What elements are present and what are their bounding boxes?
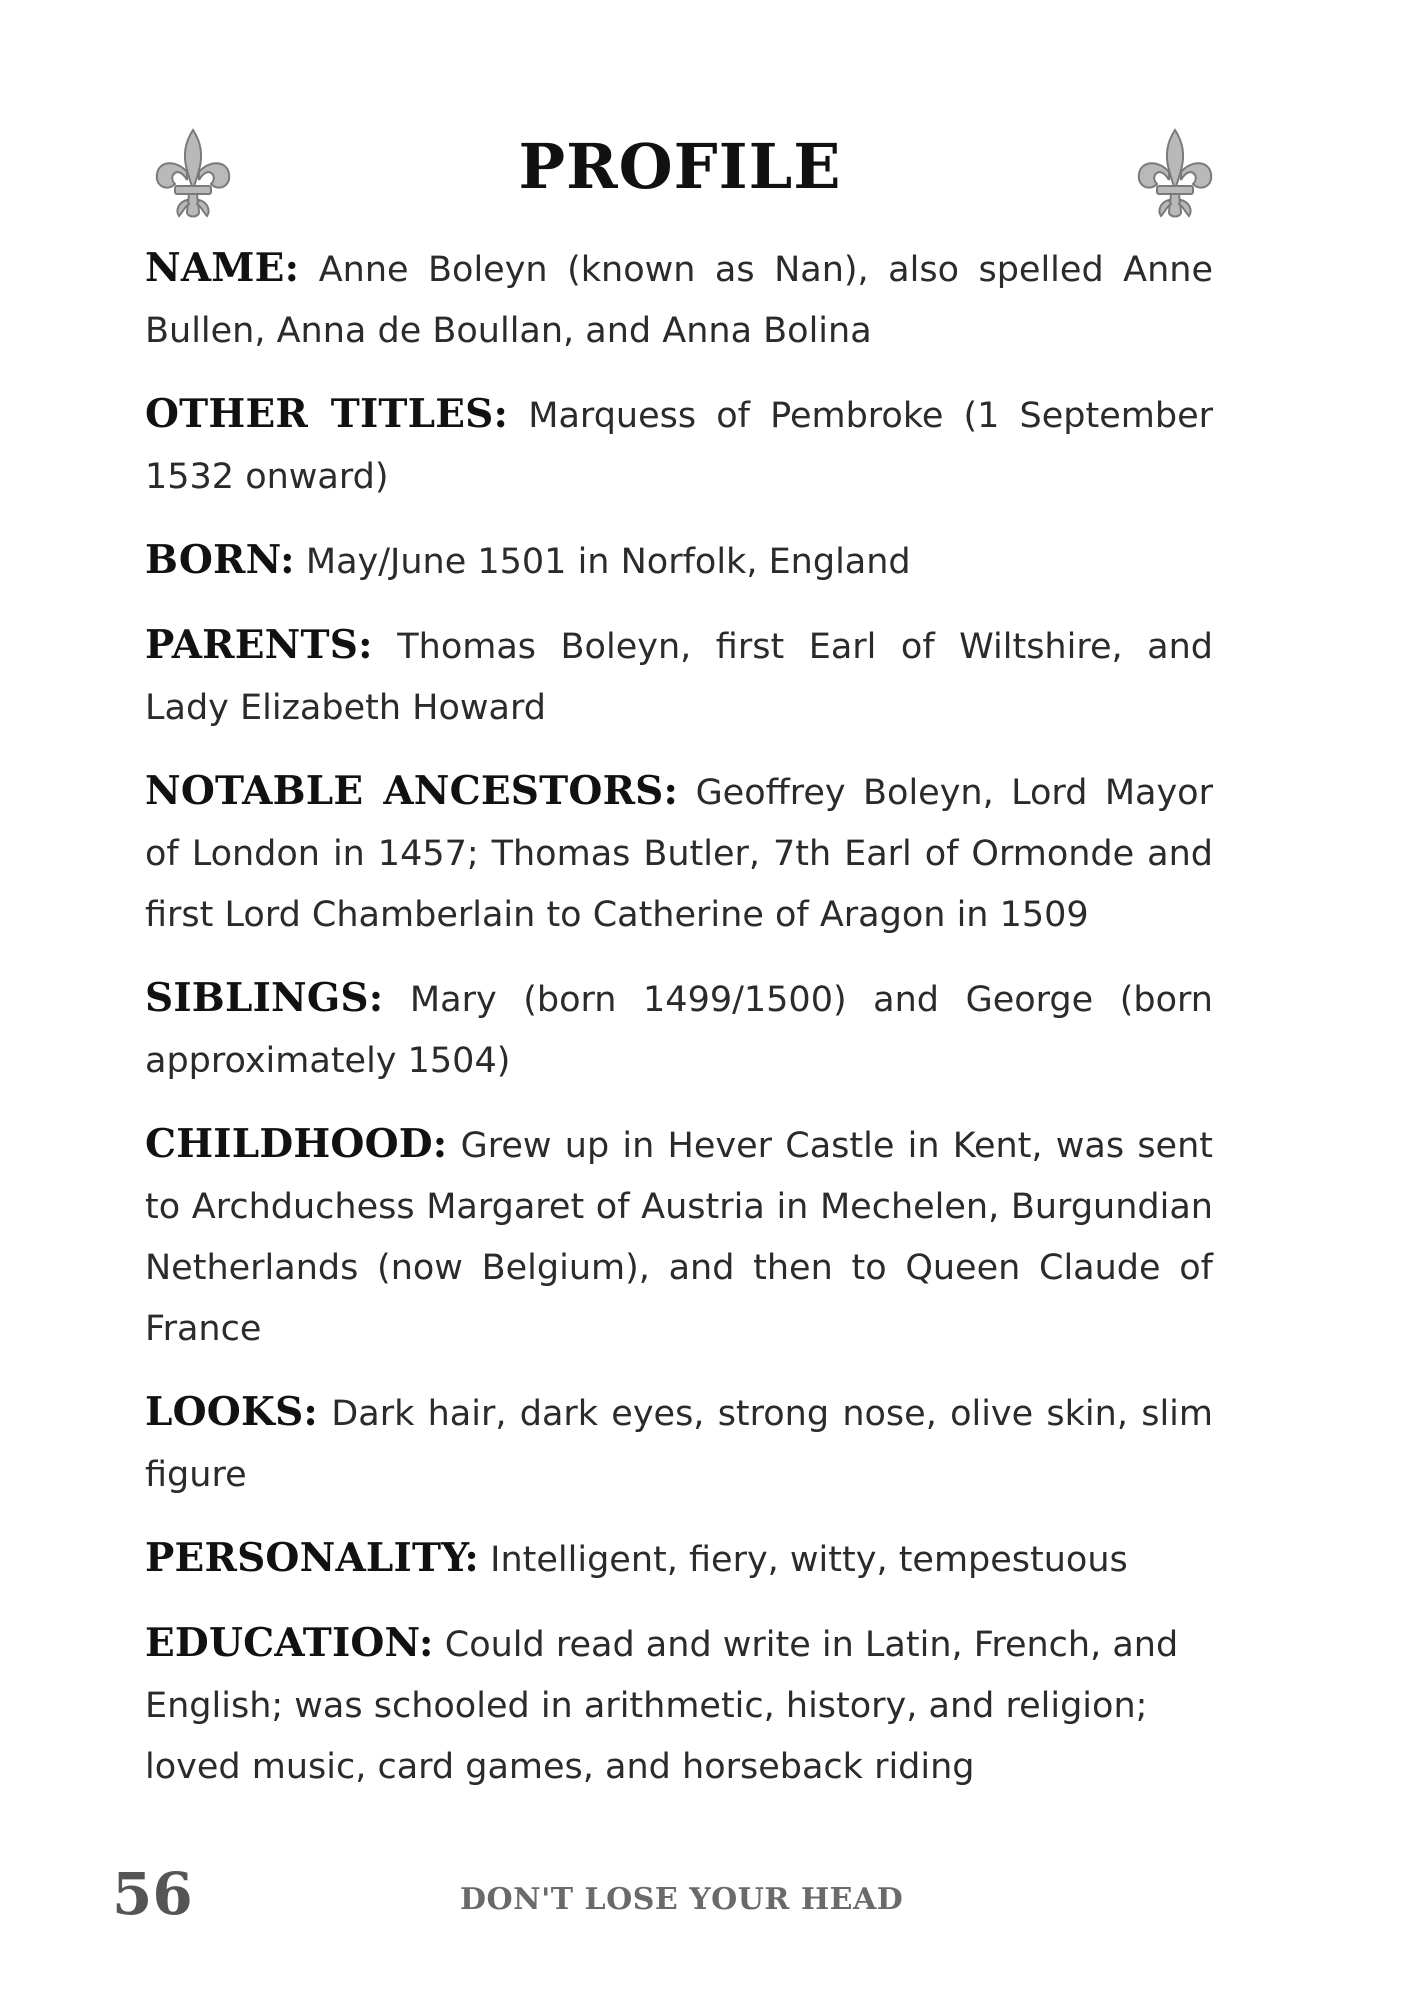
entry-label: NAME:: [145, 245, 300, 291]
entry-text: Could read and write in Latin, French, and English; was schooled in arithmetic, history, and religion; loved music, card games, and horseback riding: [145, 1625, 1179, 1787]
profile-entry-siblings: [145, 968, 1213, 1092]
page-number: 56: [112, 1860, 193, 1928]
profile-entry-childhood: [145, 1114, 1213, 1360]
entry-text: Thomas Boleyn, first Earl of Wiltshire, and Lady Elizabeth Howard: [145, 627, 1213, 728]
entry-text: Geoffrey Boleyn, Lord Mayor of London in 1457; Thomas Butler, 7th Earl of Ormonde and first Lord Chamberlain to Catherine of Aragon in 1509: [145, 773, 1213, 935]
page-footer: [0, 1860, 1428, 1950]
fleur-de-lis-icon: [1131, 126, 1219, 222]
profile-entry-other-titles: [145, 384, 1213, 508]
profile-entry-personality: [145, 1528, 1213, 1591]
entry-text: Anne Boleyn (known as Nan), also spelled Anne Bullen, Anna de Boullan, and Anna Bolina: [145, 250, 1213, 351]
entry-label: BORN:: [145, 537, 295, 583]
entry-label: LOOKS:: [145, 1389, 319, 1435]
entry-label: PARENTS:: [145, 622, 373, 668]
entry-label: SIBLINGS:: [145, 975, 384, 1021]
profile-entry-born: [145, 530, 1213, 593]
profile-entry-parents: [145, 615, 1213, 739]
profile-entry-looks: [145, 1382, 1213, 1506]
entry-text: Grew up in Hever Castle in Kent, was sent to Archduchess Margaret of Austria in Mechelen, Burgundian Netherlands (now Belgium), and then to Queen Claude of France: [145, 1126, 1213, 1349]
profile-entry-education: [145, 1613, 1213, 1798]
entry-label: PERSONALITY:: [145, 1535, 480, 1581]
entry-text: May/June 1501 in Norfolk, England: [305, 542, 911, 582]
entry-label: CHILDHOOD:: [145, 1121, 448, 1167]
entry-label: OTHER TITLES:: [145, 391, 509, 437]
profile-entry-name: [145, 238, 1213, 362]
entry-text: Mary (born 1499/1500) and George (born approximately 1504): [145, 980, 1213, 1081]
profile-entry-notable-ancestors: [145, 761, 1213, 946]
entry-text: Dark hair, dark eyes, strong nose, olive skin, slim figure: [145, 1394, 1213, 1495]
profile-entries: [145, 238, 1213, 1820]
profile-heading: [145, 120, 1215, 230]
entry-text: Intelligent, fiery, witty, tempestuous: [490, 1540, 1128, 1580]
entry-text: Marquess of Pembroke (1 September 1532 onward): [145, 396, 1213, 497]
entry-label: EDUCATION:: [145, 1620, 434, 1666]
entry-label: NOTABLE ANCESTORS:: [145, 768, 679, 814]
page-title: PROFILE: [518, 130, 842, 203]
running-title: DON'T LOSE YOUR HEAD: [460, 1882, 904, 1917]
